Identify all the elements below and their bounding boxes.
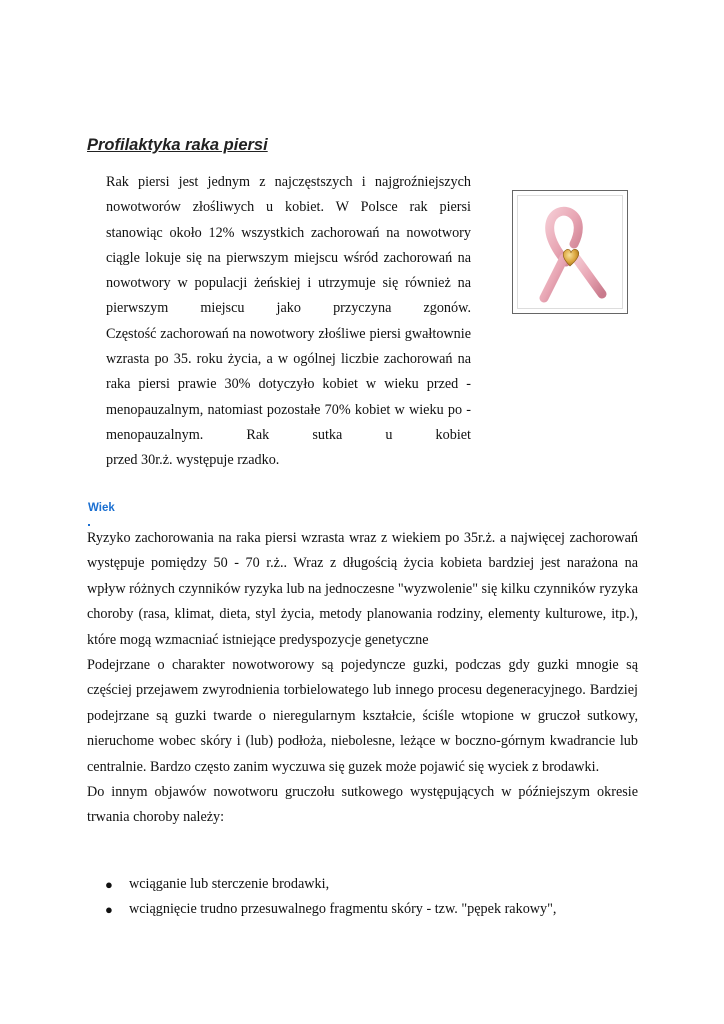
page-title: Profilaktyka raka piersi [87,136,268,154]
list-item [87,872,638,897]
symptom-list [87,872,638,923]
intro-paragraph-1: Rak piersi jest jednym z najczęstszych i najgroźniejszych nowotworów złośliwych u kobiet. W Polsce rak piersi stanowiąc około 12% wszystkich zachorowań na nowotwory ciągle lokuje się na pierwszym miejscu wśród zachorowań na nowotwory w populacji żeńskiej i utrzymuje się również na pierwszym miejscu jako przyczyna zgonów. [106,174,471,317]
body-paragraph-1: Ryzyko zachorowania na raka piersi wzrasta wraz z wiekiem po 35r.ż. a najwięcej zachorowań występuje pomiędzy 50 - 70 r.ż.. Wraz z długością życia kobieta bardziej jest narażona na wpływ różnych czynników ryzyka lub na jednoczesne "wyzwolenie" się kilku czynników ryzyka choroby (rasa, klimat, dieta, styl życia, metody planowania rodziny, elementy kulturowe, itp.), które mogą wzmacniać istniejące predyspozycje genetyczne [87,530,638,648]
bullet-icon: ● [105,902,113,918]
list-item [87,897,638,922]
pink-ribbon-icon [518,196,624,310]
intro-section [106,170,471,474]
section-heading-wiek: Wiek [88,502,115,514]
ribbon-image [517,195,623,309]
body-section [87,526,638,831]
ribbon-image-frame [512,190,628,314]
list-item-text: wciągnięcie trudno przesuwalnego fragmentu skóry - tzw. "pępek rakowy", [129,901,557,918]
intro-paragraph-2: Częstość zachorowań na nowotwory złośliwe piersi gwałtownie wzrasta po 35. roku życia, a w ogólnej liczbie zachorowań na raka piersi prawie 30% dotyczyło kobiet w wieku przed - menopauzalnym, natomiast pozostałe 70% kobiet w wieku po - menopauzalnym. Rak sutka u kobiet [106,325,471,443]
bullet-icon: ● [105,877,113,892]
body-paragraph-3: Do innym objawów nowotworu gruczołu sutkowego występujących w późniejszym okresie trwania choroby należy: [87,784,638,826]
list-item-text: wciąganie lub sterczenie brodawki, [129,876,330,892]
body-paragraph-2: Podejrzane o charakter nowotworowy są pojedyncze guzki, podczas gdy guzki mnogie są częściej przejawem zwyrodnienia torbielowatego lub innego procesu degeneracyjnego. Bardziej podejrzane są guzki twarde o nieregularnym kształcie, ściśle wtopione w gruczoł sutkowy, nieruchome wobec skóry i (lub) podłoża, niebolesne, leżące w boczno-górnym kwadrancie lub centralnie. Bardzo często zanim wyczuwa się guzek może pojawić się wyciek z brodawki. [87,657,638,775]
intro-paragraph-3: przed 30r.ż. występuje rzadko. [106,452,280,469]
